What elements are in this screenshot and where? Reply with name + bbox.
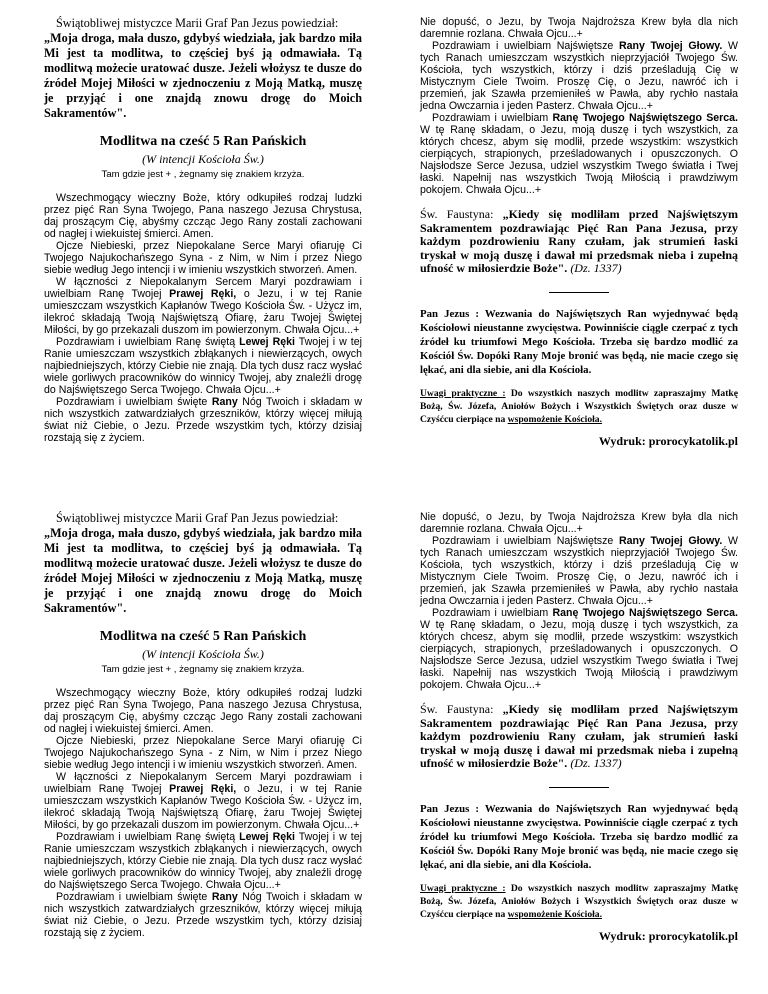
cross-note: Tam gdzie jest + , żegnamy się znakiem krzyża. <box>101 169 305 180</box>
paragraph-r2: Pozdrawiam i uwielbiam Najświętsze Rany Twojej Głowy. W tych Ranach umieszczam wszystkich nieprzyjaciół Twojego Św. Kościoła, tych wszystkich, którzy i dziś prześladują Cię w Mistycznym Ciele Twoim. Proszę Cię, o Jezu, nawróć ich i przemień, jak Szawła przemieniłeś w Pawła, aby rychło nastała jedna Owczarnia i jeden Pasterz. Chwała Ojcu...+ <box>420 40 738 112</box>
intro-quote: „Moja droga, mała duszo, gdybyś wiedziała, jak bardzo miła Mi jest ta modlitwa, to częściej byś ją odmawiała. Tą modlitwą możecie uratować dusze. Jeżeli włożysz te dusze do źródeł Mojej Miłości w zjednoczeniu z Moją Matką, muszę je przyjąć i one znajdą znowu drogę do Moich Sakramentów". <box>44 526 362 615</box>
intro-line: Świątobliwej mistyczce Marii Graf Pan Jezus powiedział: <box>56 511 339 525</box>
bottom-right-column <box>420 511 738 944</box>
print-source: Wydruk: prorocykatolik.pl <box>598 928 738 943</box>
paragraph-3: W łączności z Niepokalanym Sercem Maryi pozdrawiam i uwielbiam Ranę Twojej Prawej Ręki, o Jezu, i w tej Ranie umieszczam wszystkich Kapłanów Twego Kościoła Św. - Użycz im, ilekroć składają Twoją Najświętszą Ofiarę, żaru Twojej Świętej Miłości, by go przekazali duszom im powierzonym. Chwała Ojcu...+ <box>44 276 362 336</box>
paragraph-4: Pozdrawiam i uwielbiam Ranę świętą Lewej Ręki Twojej i w tej Ranie umieszczam wszystkich zbłąkanych i niewierzących, owych najbiedniejszych, którzy Ciebie nie znają. Dla tych dusz racz wysłać wiele gorliwych pracowników do winnicy Twojej, aby znaleźli drogę do Najświętszego Serca Twojego. Chwała Ojcu...+ <box>44 831 362 891</box>
paragraph-r2: Pozdrawiam i uwielbiam Najświętsze Rany Twojej Głowy. W tych Ranach umieszczam wszystkich nieprzyjaciół Twojego Św. Kościoła, tych wszystkich, którzy i dziś prześladują Cię w Mistycznym Ciele Twoim. Proszę Cię, o Jezu, nawróć ich i przemień, jak Szawła przemieniłeś w Pawła, aby rychło nastała jedna Owczarnia i jeden Pasterz. Chwała Ojcu...+ <box>420 535 738 607</box>
cross-note: Tam gdzie jest + , żegnamy się znakiem krzyża. <box>101 664 305 675</box>
paragraph-1: Wszechmogący wieczny Boże, który odkupiłeś rodzaj ludzki przez pięć Ran Syna Twojego, Pana naszego Jezusa Chrystusa, daj proszącym Cię, abyśmy czcząc Jego Rany zostali zachowani od nagłej i wiekuistej śmierci. Amen. <box>44 192 362 240</box>
paragraph-3: W łączności z Niepokalanym Sercem Maryi pozdrawiam i uwielbiam Ranę Twojej Prawej Ręki, o Jezu, i w tej Ranie umieszczam wszystkich Kapłanów Twego Kościoła Św. - Użycz im, ilekroć składają Twoją Najświętszą Ofiarę, żaru Twojej Świętej Miłości, by go przekazali duszom im powierzonym. Chwała Ojcu...+ <box>44 771 362 831</box>
paragraph-5: Pozdrawiam i uwielbiam święte Rany Nóg Twoich i składam w nich wszystkich zatwardziałych grzeszników, którzy więcej miłują świat niż Ciebie, o Jezu. Przede wszystkim tych, którzy dzisiaj rozstają się z życiem. <box>44 891 362 939</box>
print-source: Wydruk: prorocykatolik.pl <box>598 433 738 448</box>
prayer-title: Modlitwa na cześć 5 Ran Pańskich <box>99 629 307 644</box>
paragraph-4: Pozdrawiam i uwielbiam Ranę świętą Lewej Ręki Twojej i w tej Ranie umieszczam wszystkich zbłąkanych i niewierzących, owych najbiedniejszych, którzy Ciebie nie znają. Dla tych dusz racz wysłać wiele gorliwych pracowników do winnicy Twojej, aby znaleźli drogę do Najświętszego Serca Twojego. Chwała Ojcu...+ <box>44 336 362 396</box>
intro-block <box>44 511 362 616</box>
prayer-subtitle: (W intencji Kościoła Św.) <box>142 152 264 166</box>
divider <box>549 787 609 788</box>
paragraph-2: Ojcze Niebieski, przez Niepokalane Serce Maryi ofiaruję Ci Twojego Najukochańszego Syna - z Nim, w Nim i przez Niego siebie według Jego intencji i w imieniu wszystkich stworzeń. Amen. <box>44 240 362 276</box>
paragraph-1: Wszechmogący wieczny Boże, który odkupiłeś rodzaj ludzki przez pięć Ran Syna Twojego, Pana naszego Jezusa Chrystusa, daj proszącym Cię, abyśmy czcząc Jego Rany zostali zachowani od nagłej i wiekuistej śmierci. Amen. <box>44 687 362 735</box>
jezus-statement: Pan Jezus : Wezwania do Najświętszych Ran wyjednywać będą Kościołowi nieustanne zwycięstwa. Powinniście ciągle czerpać z tych źródeł ku triumfowi Mego Kościoła. Trzeba się bardzo modlić za Kościół Św. Dopóki Rany Moje bronić was będą, nie macie czego się lękać, ani dla siebie, ani dla Kościoła. <box>420 307 738 376</box>
prayer-title: Modlitwa na cześć 5 Ran Pańskich <box>99 134 307 149</box>
paragraph-5: Pozdrawiam i uwielbiam święte Rany Nóg Twoich i składam w nich wszystkich zatwardziałych grzeszników, którzy więcej miłują świat niż Ciebie, o Jezu. Przede wszystkim tych, którzy dzisiaj rozstają się z życiem. <box>44 396 362 444</box>
practical-notes: Uwagi praktyczne : Do wszystkich naszych modlitw zapraszajmy Matkę Bożą, Św. Józefa, Aniołów Bożych i Wszystkich Świętych oraz dusze w Czyśćcu cierpiące na wspomożenie Kościoła. <box>420 387 738 425</box>
prayer-body-left <box>44 687 362 939</box>
jezus-statement: Pan Jezus : Wezwania do Najświętszych Ran wyjednywać będą Kościołowi nieustanne zwycięstwa. Powinniście ciągle czerpać z tych źródeł ku triumfowi Mego Kościoła. Trzeba się bardzo modlić za Kościół Św. Dopóki Rany Moje bronić was będą, nie macie czego się lękać, ani dla siebie, ani dla Kościoła. <box>420 802 738 871</box>
prayer-body-left <box>44 192 362 444</box>
faustyna-quote: Św. Faustyna: „Kiedy się modliłam przed Najświętszym Sakramentem pozdrawiając Pięć Ran Pana Jezusa, przy każdym pozdrowieniu Rany czułam, jak strumień łaski tryskał w moją duszę i dawał mi przedsmak nieba i zupełną ufność w miłosierdzie Boże". (Dz. 1337) <box>420 702 738 770</box>
intro-quote: „Moja droga, mała duszo, gdybyś wiedziała, jak bardzo miła Mi jest ta modlitwa, to częściej byś ją odmawiała. Tą modlitwą możecie uratować dusze. Jeżeli włożysz te dusze do źródeł Mojej Miłości w zjednoczeniu z Moją Matką, muszę je przyjąć i one znajdą znowu drogę do Moich Sakramentów". <box>44 31 362 120</box>
top-left-column <box>44 16 362 444</box>
intro-line: Świątobliwej mistyczce Marii Graf Pan Jezus powiedział: <box>56 16 339 30</box>
bottom-left-column <box>44 511 362 939</box>
prayer-subtitle: (W intencji Kościoła Św.) <box>142 647 264 661</box>
paragraph-r1: Nie dopuść, o Jezu, by Twoja Najdroższa Krew była dla nich daremnie rozlana. Chwała Ojcu...+ <box>420 511 738 535</box>
top-right-column <box>420 16 738 449</box>
divider <box>549 292 609 293</box>
intro-block <box>44 16 362 121</box>
prayer-body-right <box>420 16 738 196</box>
paragraph-r1: Nie dopuść, o Jezu, by Twoja Najdroższa Krew była dla nich daremnie rozlana. Chwała Ojcu...+ <box>420 16 738 40</box>
prayer-body-right <box>420 511 738 691</box>
paragraph-r3: Pozdrawiam i uwielbiam Ranę Twojego Najświętszego Serca. W tę Ranę składam, o Jezu, moją duszę i tych wszystkich, za których chcesz, abym się modlił, przede wszystkim: wszystkich cierpiących, strapionych, prześladowanych i opuszczonych. O Najsłodsze Serce Jezusa, udziel wszystkim Twego światła i Twej łaski. Napełnij nas wszystkich Twoją Miłością i prawdziwym pokojem. Chwała Ojcu...+ <box>420 607 738 691</box>
faustyna-quote: Św. Faustyna: „Kiedy się modliłam przed Najświętszym Sakramentem pozdrawiając Pięć Ran Pana Jezusa, przy każdym pozdrowieniu Rany czułam, jak strumień łaski tryskał w moją duszę i dawał mi przedsmak nieba i zupełną ufność w miłosierdzie Boże". (Dz. 1337) <box>420 207 738 275</box>
paragraph-r3: Pozdrawiam i uwielbiam Ranę Twojego Najświętszego Serca. W tę Ranę składam, o Jezu, moją duszę i tych wszystkich, za których chcesz, abym się modlił, przede wszystkim: wszystkich cierpiących, strapionych, prześladowanych i opuszczonych. O Najsłodsze Serce Jezusa, udziel wszystkim Twego światła i Twej łaski. Napełnij nas wszystkich Twoją Miłością i prawdziwym pokojem. Chwała Ojcu...+ <box>420 112 738 196</box>
practical-notes: Uwagi praktyczne : Do wszystkich naszych modlitw zapraszajmy Matkę Bożą, Św. Józefa, Aniołów Bożych i Wszystkich Świętych oraz dusze w Czyśćcu cierpiące na wspomożenie Kościoła. <box>420 882 738 920</box>
paragraph-2: Ojcze Niebieski, przez Niepokalane Serce Maryi ofiaruję Ci Twojego Najukochańszego Syna - z Nim, w Nim i przez Niego siebie według Jego intencji i w imieniu wszystkich stworzeń. Amen. <box>44 735 362 771</box>
